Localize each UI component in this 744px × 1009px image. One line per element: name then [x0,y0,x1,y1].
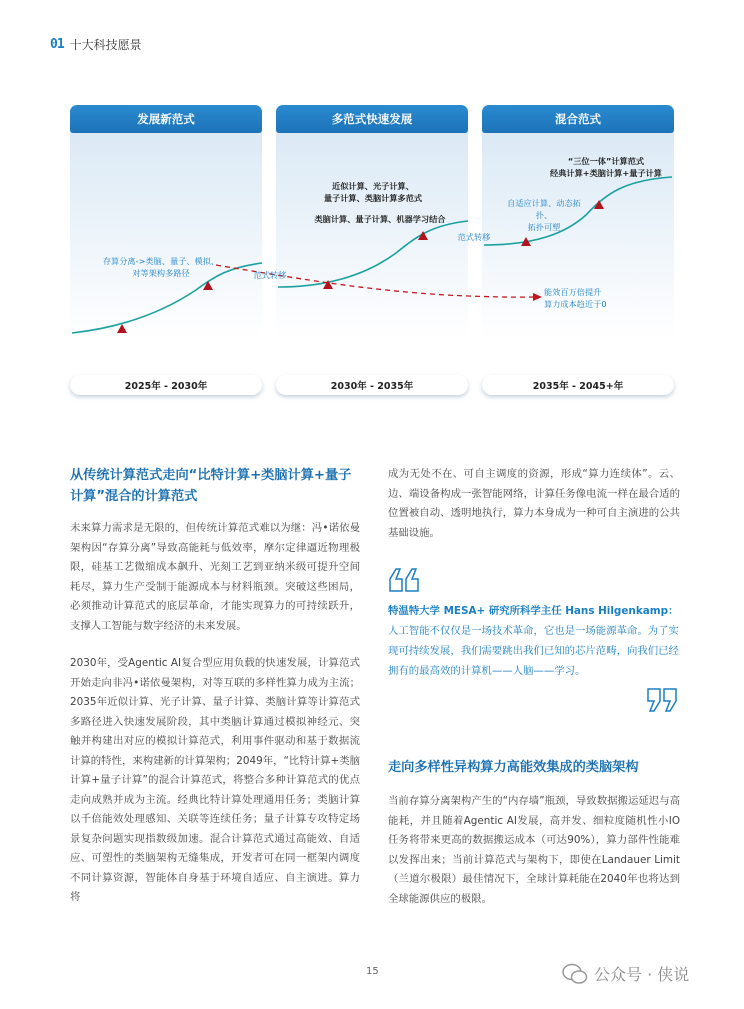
period-pill-2: 2030年 - 2035年 [276,375,468,395]
annotation-c1: “三位一体”计算范式 经典计算+类脑计算+量子计算 [550,156,662,178]
close-quote-icon [646,687,680,713]
annotation-a1: 存算分离->类脑、量子、模拟、 对等架构多路径 [102,256,220,278]
curves-svg [66,105,678,400]
annotation-shift-2: 范式转移 [457,232,491,242]
marker-1 [117,324,127,333]
open-quote-icon [388,567,422,593]
right-paragraph-2: 当前存算分离架构产生的“内存墙”瓶颈，导致数据搬运延迟与高能耗，并且随着Agentic AI发展，高并发、细粒度随机性小IO任务将带来更高的数据搬运成本（可达90%），算力部件性能难以发挥出来；当前计算范式与架构下，即使在Landauer Limit（兰道尔极限）最佳情况下，全球计算耗能在2040年也将达到全球能源供应的极限。 [388,795,680,905]
column-head-1: 发展新范式 [70,105,262,133]
annotation-shift-1: 范式转移 [253,270,287,280]
right-heading: 走向多样性异构算力高能效集成的类脑架构 [388,760,639,775]
watermark-text: 公众号 · 侠说 [594,965,690,984]
left-column [70,465,360,908]
right-paragraph-1: 成为无处不在、可自主调度的资源，形成“算力连续体”。云、边、端设备构成一张智能网络，计算任务像电流一样在最合适的位置被自动、透明地执行，算力本身成为一种可自主演进的公共基础设施。 [388,468,680,539]
watermark [562,962,689,985]
quote-text: 人工智能不仅仅是一场技术革命，它也是一场能源革命。为了实现可持续发展，我们需要跳出我们已知的芯片范畴，向我们已经拥有的最高效的计算机——人脑——学习。 [388,625,679,677]
paradigm-figure [66,105,678,400]
annotation-b3: 类脑计算、量子计算、机器学习结合 [314,214,446,224]
quote-attribution: 特温特大学 MESA+ 研究所科学主任 Hans Hilgenkamp： [388,605,679,617]
wechat-icon [562,963,588,985]
section-title: 十大科技愿景 [69,38,142,52]
marker-2 [203,281,213,290]
left-paragraph-2: 2030年，受Agentic AI复合型应用负载的快速发展，计算范式开始走向非冯•诺依曼架构，对等互联的多样性算力成为主流；2035年近似计算、光子计算、量子计算、类脑计算等计算范式多路径进入快速发展阶段，其中类脑计算通过模拟神经元、突触并构建出对应的模拟计算范式，利用事件驱动和基于数据流计算的特性，来构建新的计算架构；2049年，“比特计算+类脑计算+量子计算”的混合计算范式，将整合多种计算范式的优点走向成熟并成为主流。经典比特计算处理通用任务；类脑计算以千倍能效处理感知、关联等连续任务；量子计算专攻特定场景复杂问题实现指数级加速。混合计算范式通过高能效、自适应、可塑性的类脑架构无缝集成，开发者可在同一框架内调度不同计算资源，智能体自身基于环境自适应、自主演进。算力将 [70,657,360,903]
left-paragraph-1: 未来算力需求是无限的，但传统计算范式难以为继：冯•诺依曼架构因“存算分离”导致高能耗与低效率，摩尔定律逼近物理极限，硅基工艺微缩成本飙升、光刻工艺到亚纳米级可提升空间耗尽，算力生产受制于能源成本与材料瓶颈。突破这些困局，必须推动计算范式的底层革命，才能实现算力的可持续跃升，支撑人工智能与数字经济的未来发展。 [70,522,360,632]
period-pill-1: 2025年 - 2030年 [70,375,262,395]
annotation-c3: 自适应计算、动态拓扑、 拓扑可塑 [507,198,581,232]
section-number: 01 [50,37,64,52]
page-number: 15 [366,966,379,977]
dashed-arrow-head [533,293,542,301]
annotation-b1: 近似计算、光子计算、 量子计算、类脑计算多范式 [323,181,423,203]
left-heading: 从传统计算范式走向“比特计算+类脑计算+量子计算”混合的计算范式 [70,468,352,504]
period-pill-3: 2035年 - 2045+年 [482,375,674,395]
column-head-2: 多范式快速发展 [276,105,468,133]
column-head-3: 混合范式 [482,105,674,133]
right-column [388,465,680,909]
page-header [50,36,142,53]
curve-2 [278,221,468,287]
annotation-c4: 能效百万倍提升 算力成本趋近于0 [544,287,607,309]
